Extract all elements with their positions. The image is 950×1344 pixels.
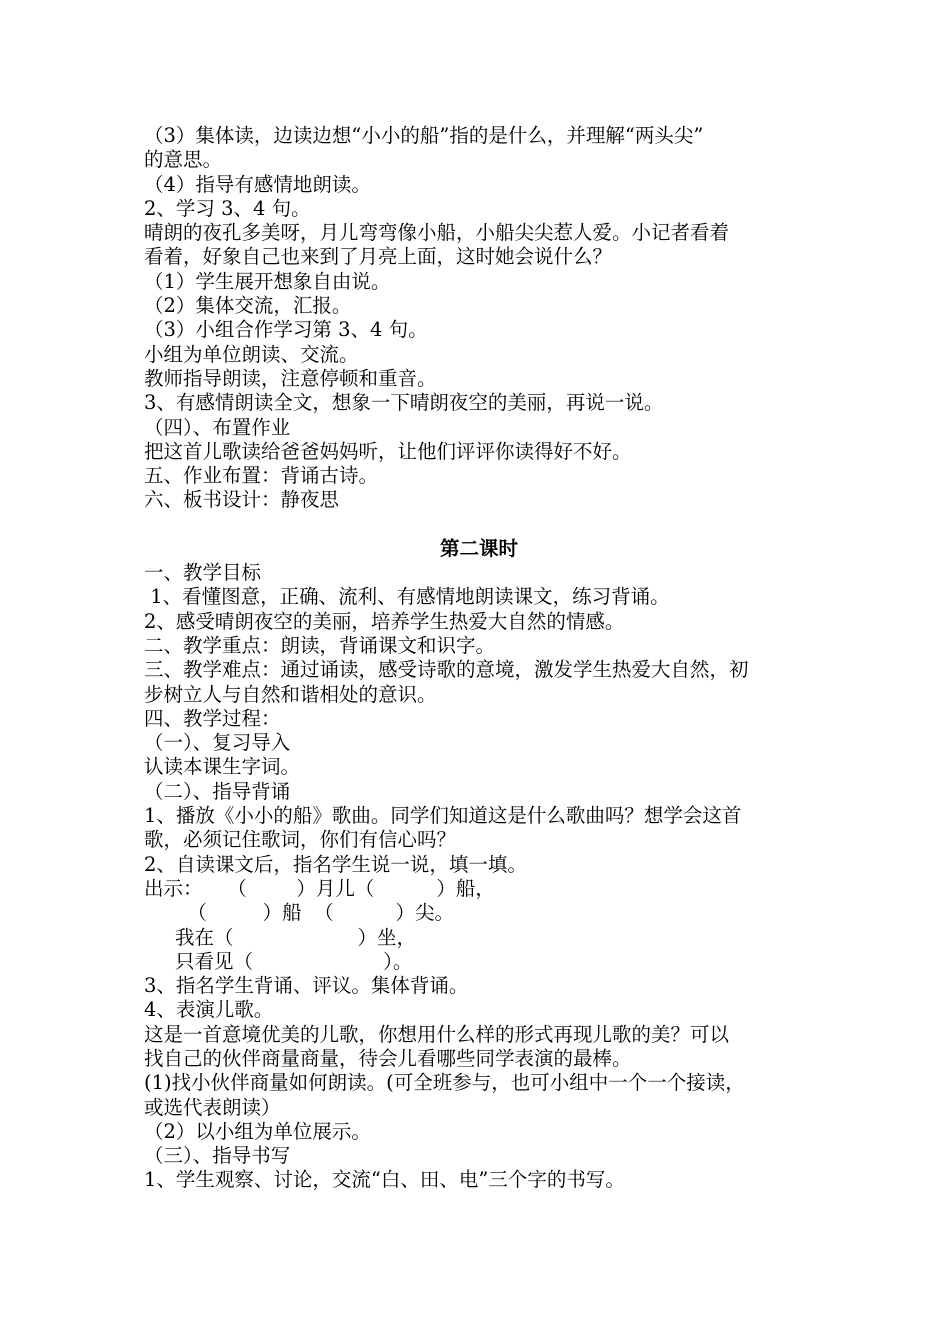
text-line: （ ）船 （ ）尖。 bbox=[144, 901, 455, 925]
text-line: (1)找小伙伴商量如何朗读。(可全班参与，也可小组中一个一个接读， bbox=[144, 1071, 745, 1095]
text-line: 1、看懂图意，正确、流利、有感情地朗读课文，练习背诵。 bbox=[144, 585, 670, 609]
text-line: （4）指导有感情地朗读。 bbox=[144, 172, 371, 196]
text-line: （3）小组合作学习第 3、4 句。 bbox=[144, 318, 428, 342]
text-line: 二、教学重点：朗读，背诵课文和识字。 bbox=[144, 633, 496, 657]
text-line: 看着，好象自己也来到了月亮上面，这时她会说什么？ bbox=[144, 245, 613, 269]
lesson-part-two bbox=[144, 561, 814, 1193]
text-line: （一）、复习导入 bbox=[144, 731, 291, 755]
text-line: 1、学生观察、讨论，交流“白、田、电”三个字的书写。 bbox=[144, 1168, 625, 1192]
text-line: 五、作业布置：背诵古诗。 bbox=[144, 464, 379, 488]
text-line: 教师指导朗读，注意停顿和重音。 bbox=[144, 366, 437, 390]
text-line: 认读本课生字词。 bbox=[144, 755, 301, 779]
text-line: 3、有感情朗读全文，想象一下晴朗夜空的美丽，再说一说。 bbox=[144, 391, 664, 415]
text-line: 2、感受晴朗夜空的美丽，培养学生热爱大自然的情感。 bbox=[144, 609, 625, 633]
text-line: 1、播放《小小的船》歌曲。同学们知道这是什么歌曲吗？想学会这首 bbox=[144, 804, 742, 828]
text-line: 我在（ ）坐， bbox=[144, 925, 416, 949]
text-line: 一、教学目标 bbox=[144, 561, 262, 585]
text-line: 或选代表朗读） bbox=[144, 1095, 281, 1119]
lesson-part-one bbox=[144, 124, 814, 513]
text-line: 出示： （ ）月儿（ ）船， bbox=[144, 876, 495, 900]
text-line: 晴朗的夜孔多美呀，月儿弯弯像小船，小船尖尖惹人爱。小记者看着 bbox=[144, 221, 730, 245]
text-line: 只看见（ ）。 bbox=[144, 949, 413, 973]
text-line: （2）集体交流，汇报。 bbox=[144, 294, 352, 318]
text-line: 这是一首意境优美的儿歌，你想用什么样的形式再现儿歌的美？可以 bbox=[144, 1022, 730, 1046]
text-line: 2、学习 3、4 句。 bbox=[144, 196, 311, 220]
text-line: （三）、指导书写 bbox=[144, 1144, 291, 1168]
text-line: 三、教学难点：通过诵读，感受诗歌的意境，激发学生热爱大自然，初 bbox=[144, 658, 749, 682]
text-line: 找自己的伙伴商量商量，待会儿看哪些同学表演的最棒。 bbox=[144, 1046, 632, 1070]
section-gap bbox=[144, 513, 814, 537]
text-line: （二）、指导背诵 bbox=[144, 779, 291, 803]
text-line: 四、教学过程： bbox=[144, 706, 281, 730]
text-line: 把这首儿歌读给爸爸妈妈听，让他们评评你读得好不好。 bbox=[144, 439, 632, 463]
text-line: 的意思。 bbox=[144, 148, 223, 172]
text-line: 4、表演儿歌。 bbox=[144, 998, 274, 1022]
text-line: 六、板书设计：静夜思 bbox=[144, 488, 340, 512]
text-line: 2、自读课文后，指名学生说一说，填一填。 bbox=[144, 852, 527, 876]
text-line: （1）学生展开想象自由说。 bbox=[144, 269, 391, 293]
text-line: 3、指名学生背诵、评议。集体背诵。 bbox=[144, 974, 469, 998]
section-title: 第二课时 bbox=[439, 536, 518, 560]
text-line: （2）以小组为单位展示。 bbox=[144, 1119, 371, 1143]
text-line: （3）集体读，边读边想“小小的船”指的是什么，并理解“两头尖” bbox=[144, 124, 704, 147]
document-page bbox=[144, 124, 814, 1193]
text-line: （四）、布置作业 bbox=[144, 415, 291, 439]
text-line: 小组为单位朗读、交流。 bbox=[144, 342, 359, 366]
text-line: 歌，必须记住歌词，你们有信心吗？ bbox=[144, 828, 457, 852]
text-line: 步树立人与自然和谐相处的意识。 bbox=[144, 682, 437, 706]
